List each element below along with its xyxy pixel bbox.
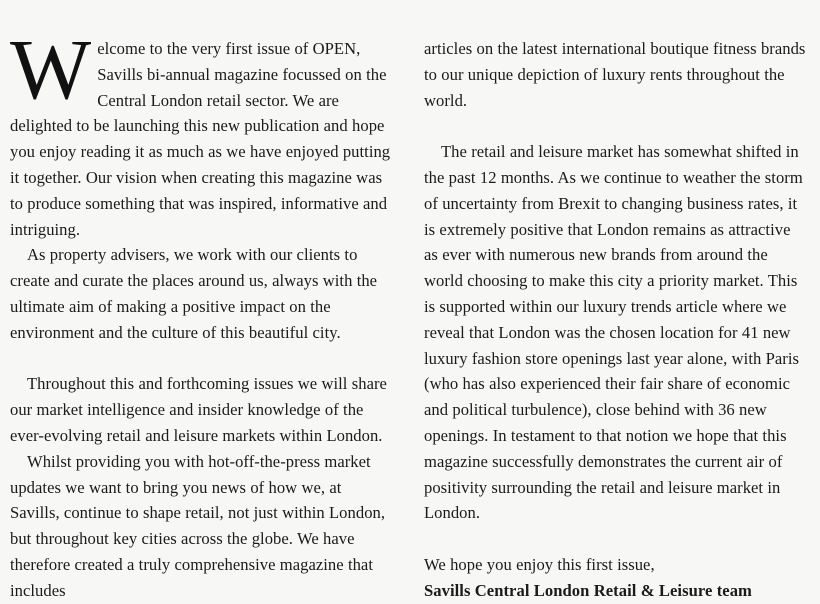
right-column [424, 36, 808, 604]
left-column [10, 21, 395, 604]
intro-paragraph [10, 21, 395, 242]
intro-paragraph-text: elcome to the very first issue of OPEN, Savills bi-annual magazine focussed on the Central London retail sector. We are delighted to be launching this new publication and hope you enjoy reading it as much as we have enjoyed putting it together. Our vision when creating this magazine was to produce something that was inspired, informative and intriguing. [10, 39, 391, 239]
property-advisers-paragraph: As property advisers, we work with our clients to create and curate the places around us, always with the ultimate aim of making a positive impact on the environment and the culture of this beautiful city. [10, 245, 378, 342]
market-intelligence-paragraph: Throughout this and forthcoming issues we will share our market intelligence and insider knowledge of the ever-evolving retail and leisure markets within London. [10, 374, 387, 445]
retail-leisure-market-paragraph: The retail and leisure market has somewhat shifted in the past 12 months. As we continue to weather the storm of uncertainty from Brexit to changing business rates, it is extremely positive that London remains as attractive as ever with numerous new brands from around the world choosing to make this city a priority market. This is supported within our luxury trends article where we reveal that London was the chosen location for 41 new luxury fashion store openings last year alone, with Paris (who has also experienced their fair share of economic and political turbulence), close behind with 36 new openings. In testament to that notion we hope that this magazine successfully demonstrates the current air of positivity surrounding the retail and leisure market in London. [424, 142, 803, 523]
hot-off-the-press-paragraph: Whilst providing you with hot-off-the-press market updates we want to bring you news of how we, at Savills, continue to shape retail, not just within London, but throughout key cities across the globe. We have therefore created a truly comprehensive magazine that includes [10, 451, 386, 600]
two-column-layout [10, 21, 808, 604]
drop-cap-letter: W [10, 21, 92, 117]
closing-line: We hope you enjoy this first issue, [424, 554, 655, 574]
articles-continuation-paragraph: articles on the latest international boutique fitness brands to our unique depiction of luxury rents throughout the world. [424, 39, 806, 110]
signoff-line: Savills Central London Retail & Leisure team [424, 580, 752, 600]
